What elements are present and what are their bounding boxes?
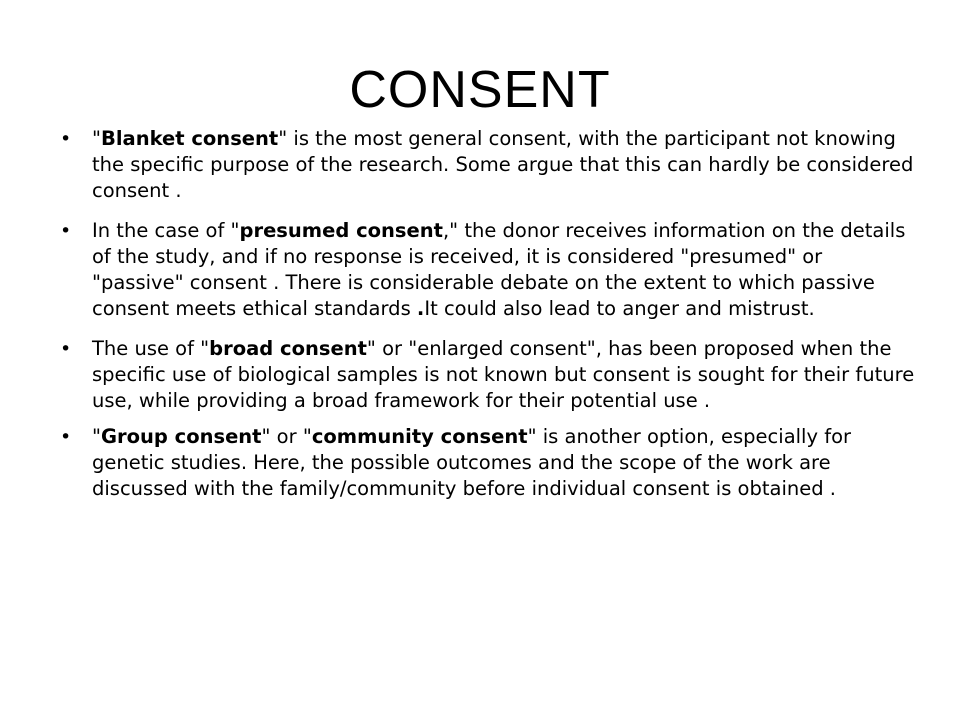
bullet-group-consent <box>60 424 918 502</box>
bullet-dot-icon: • <box>60 128 72 150</box>
bullet-blanket-consent <box>60 126 918 204</box>
text-run: " or " <box>261 425 312 448</box>
text-run: The use of " <box>92 337 210 360</box>
bullet-dot-icon: • <box>60 338 72 360</box>
text-run-bold: Group consent <box>100 425 262 448</box>
text-run: " <box>92 425 101 448</box>
text-run: ," the donor receives information on the details of the study, and if no response is received, it is considered "presumed" or "passive" consent . There is considerable debate on the extent to which passive consent meets ethical standards <box>92 219 906 320</box>
text-run-bold: broad consent <box>209 337 367 360</box>
text-run-bold: . <box>416 297 425 320</box>
bullet-broad-consent <box>60 336 918 414</box>
text-run: " or "enlarged consent", has been proposed when the specific use of biological samples is not known but consent is sought for their future use, while providing a broad framework for their potential use . <box>92 337 915 412</box>
text-run-bold: presumed consent <box>239 219 443 242</box>
text-run: It could also lead to anger and mistrust. <box>424 297 815 320</box>
text-run-bold: Blanket consent <box>100 127 279 150</box>
text-run: In the case of " <box>92 219 240 242</box>
text-run-bold: community consent <box>311 425 528 448</box>
slide-title: CONSENT <box>349 61 611 119</box>
text-run: " is another option, especially for genetic studies. Here, the possible outcomes and the scope of the work are discussed with the family/community before individual consent is obtained . <box>92 425 852 500</box>
text-run: " is the most general consent, with the participant not knowing the specific purpose of the research. Some argue that this can hardly be considered consent . <box>92 127 914 202</box>
bullet-dot-icon: • <box>60 426 72 448</box>
bullet-list <box>60 126 918 516</box>
bullet-presumed-consent <box>60 218 918 322</box>
bullet-dot-icon: • <box>60 220 72 242</box>
text-run: " <box>92 127 101 150</box>
